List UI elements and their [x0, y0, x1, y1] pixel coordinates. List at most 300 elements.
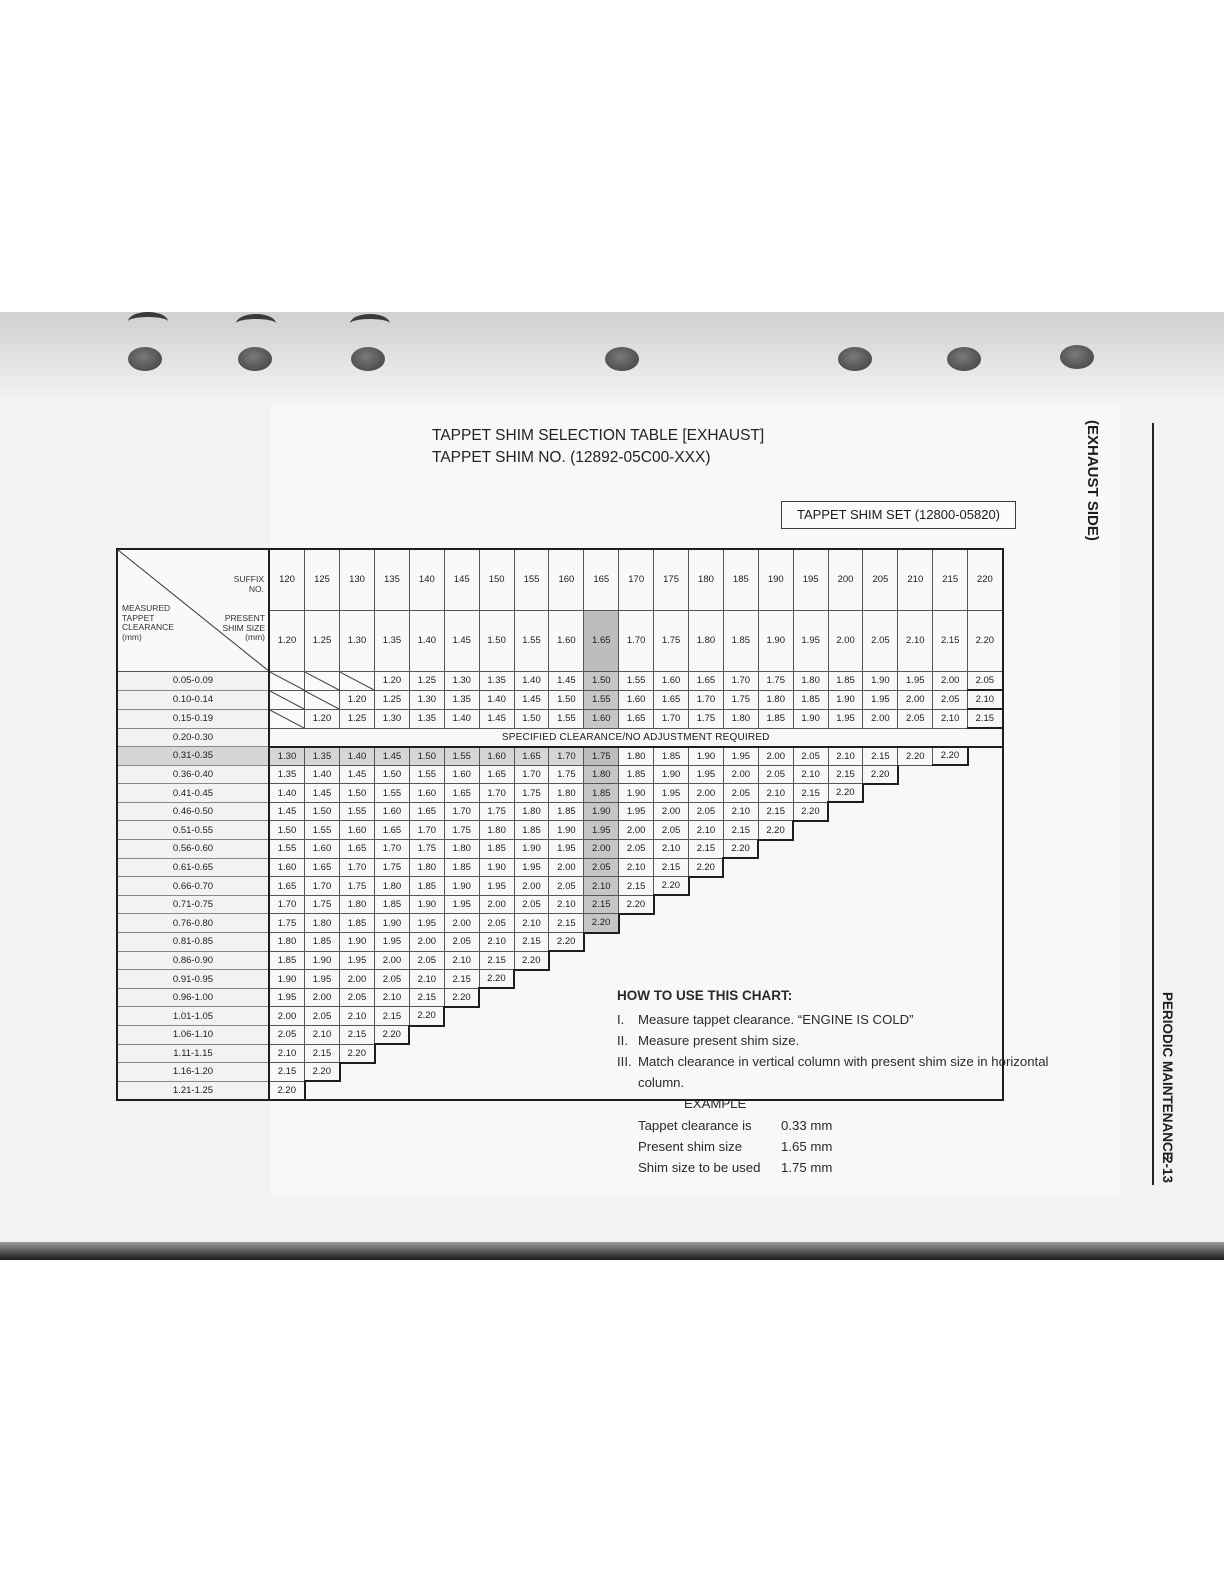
shim-size-cell: 1.95: [479, 877, 514, 896]
shim-set-box: TAPPET SHIM SET (12800-05820): [781, 501, 1016, 529]
suffix-number-cell: 155: [514, 549, 549, 610]
shim-size-cell: 1.80: [444, 840, 479, 859]
shim-size-cell: 1.65: [654, 690, 689, 709]
empty-cell: [584, 970, 619, 989]
present-shim-size-cell: 1.70: [619, 610, 654, 671]
shim-size-cell: 1.60: [584, 709, 619, 728]
empty-cell: [968, 784, 1003, 803]
empty-cell: [793, 840, 828, 859]
shim-size-cell: 1.45: [479, 709, 514, 728]
shim-size-cell: 1.90: [619, 784, 654, 803]
how-to-step: [617, 1009, 1097, 1030]
clearance-range-cell: 0.86-0.90: [117, 951, 269, 970]
shim-size-cell: 1.70: [723, 671, 758, 690]
step-number: III.: [617, 1054, 632, 1069]
shim-size-cell: 2.05: [584, 858, 619, 877]
empty-cell: [968, 802, 1003, 821]
shim-size-cell: 2.10: [723, 802, 758, 821]
shim-size-cell: 2.00: [758, 747, 793, 766]
shim-size-cell: 1.50: [269, 821, 305, 840]
empty-cell: [793, 858, 828, 877]
shim-size-cell: 1.40: [305, 765, 340, 784]
shim-size-cell: 1.80: [305, 914, 340, 933]
empty-cell: [793, 877, 828, 896]
clearance-range-cell: 1.06-1.10: [117, 1026, 269, 1045]
shim-size-cell: 1.90: [793, 709, 828, 728]
shim-size-cell: 1.75: [340, 877, 375, 896]
shim-size-cell: 2.15: [340, 1026, 375, 1045]
empty-cell: [305, 1081, 340, 1100]
shim-size-cell: 1.40: [444, 709, 479, 728]
no-value-cell: [305, 671, 340, 690]
shim-size-cell: 1.70: [514, 765, 549, 784]
shim-size-cell: 2.15: [793, 784, 828, 803]
empty-cell: [549, 1007, 584, 1026]
shim-size-cell: 1.85: [514, 821, 549, 840]
shim-size-cell: 2.20: [828, 784, 863, 803]
empty-cell: [898, 840, 933, 859]
shim-size-cell: 1.65: [479, 765, 514, 784]
clearance-range-cell: 0.71-0.75: [117, 895, 269, 914]
empty-cell: [933, 840, 968, 859]
how-to-use-section: [617, 988, 1097, 1093]
shim-size-cell: 2.05: [758, 765, 793, 784]
binder-hole: [838, 347, 872, 371]
clearance-range-cell: 1.21-1.25: [117, 1081, 269, 1100]
empty-cell: [619, 951, 654, 970]
clearance-row: [117, 784, 1003, 803]
shim-size-cell: 2.15: [968, 709, 1003, 728]
step-number: I.: [617, 1012, 625, 1027]
empty-cell: [863, 895, 898, 914]
empty-cell: [933, 951, 968, 970]
no-value-cell: [305, 690, 340, 709]
shim-size-cell: 2.00: [514, 877, 549, 896]
shim-size-cell: 1.75: [514, 784, 549, 803]
shim-size-cell: 1.95: [444, 895, 479, 914]
suffix-number-cell: 145: [444, 549, 479, 610]
shim-size-cell: 1.90: [689, 747, 724, 766]
shim-size-cell: 1.20: [305, 709, 340, 728]
example-label: Shim size to be used: [638, 1160, 761, 1175]
shim-size-cell: 1.85: [584, 784, 619, 803]
empty-cell: [514, 1026, 549, 1045]
suffix-number-cell: 150: [479, 549, 514, 610]
present-shim-size-cell: 1.85: [723, 610, 758, 671]
shim-size-cell: 1.90: [828, 690, 863, 709]
shim-size-cell: 1.40: [514, 671, 549, 690]
clearance-range-cell: 0.41-0.45: [117, 784, 269, 803]
shim-size-cell: 1.70: [479, 784, 514, 803]
shim-size-cell: 1.95: [409, 914, 444, 933]
shim-size-cell: 1.45: [269, 802, 305, 821]
shim-size-cell: 1.30: [409, 690, 444, 709]
shim-size-cell: 2.10: [549, 895, 584, 914]
specified-clearance-cell: SPECIFIED CLEARANCE/NO ADJUSTMENT REQUIRED: [269, 728, 1003, 747]
present-shim-size-cell: 1.25: [305, 610, 340, 671]
clearance-row: [117, 747, 1003, 766]
shim-size-cell: 2.20: [375, 1026, 410, 1045]
shim-size-cell: 1.95: [549, 840, 584, 859]
empty-cell: [340, 1081, 375, 1100]
shim-size-cell: 1.85: [375, 895, 410, 914]
empty-cell: [968, 933, 1003, 952]
shim-size-cell: 1.65: [340, 840, 375, 859]
example-value: 1.65 mm: [781, 1139, 833, 1154]
empty-cell: [898, 821, 933, 840]
step-number: II.: [617, 1033, 628, 1048]
shim-size-cell: 1.95: [514, 858, 549, 877]
shim-size-cell: 2.00: [723, 765, 758, 784]
shim-size-cell: 1.70: [305, 877, 340, 896]
clearance-range-cell: 1.11-1.15: [117, 1044, 269, 1063]
empty-cell: [863, 784, 898, 803]
shim-size-cell: 2.15: [828, 765, 863, 784]
shim-size-cell: 2.10: [654, 840, 689, 859]
empty-cell: [968, 858, 1003, 877]
shim-size-cell: 1.90: [863, 671, 898, 690]
shim-size-cell: 2.05: [689, 802, 724, 821]
shim-size-cell: 2.05: [514, 895, 549, 914]
shim-size-cell: 2.20: [654, 877, 689, 896]
shim-size-cell: 1.95: [269, 988, 305, 1007]
empty-cell: [793, 933, 828, 952]
empty-cell: [409, 1081, 444, 1100]
clearance-row: [117, 914, 1003, 933]
empty-cell: [444, 1026, 479, 1045]
empty-cell: [584, 1081, 619, 1100]
no-value-slash: [270, 672, 304, 690]
shim-size-cell: 2.05: [654, 821, 689, 840]
shim-size-cell: 1.90: [269, 970, 305, 989]
suffix-number-cell: 140: [409, 549, 444, 610]
clearance-range-cell: 0.76-0.80: [117, 914, 269, 933]
no-value-slash: [270, 710, 304, 728]
empty-cell: [689, 970, 724, 989]
empty-cell: [584, 1026, 619, 1045]
example-label: Tappet clearance is: [638, 1118, 752, 1133]
empty-cell: [933, 802, 968, 821]
clearance-row: [117, 858, 1003, 877]
empty-cell: [933, 933, 968, 952]
empty-cell: [514, 1007, 549, 1026]
empty-cell: [549, 970, 584, 989]
empty-cell: [863, 970, 898, 989]
suffix-number-cell: 195: [793, 549, 828, 610]
empty-cell: [654, 895, 689, 914]
present-shim-size-cell: 1.50: [479, 610, 514, 671]
shim-size-cell: 2.20: [898, 747, 933, 766]
shim-size-cell: 2.00: [549, 858, 584, 877]
page-bottom-edge: [0, 1242, 1224, 1260]
shim-size-cell: 1.95: [828, 709, 863, 728]
shim-size-cell: 1.80: [479, 821, 514, 840]
shim-size-cell: 1.45: [305, 784, 340, 803]
shim-size-cell: 2.05: [479, 914, 514, 933]
empty-cell: [758, 840, 793, 859]
suffix-number-cell: 200: [828, 549, 863, 610]
shim-size-cell: 1.80: [269, 933, 305, 952]
shim-size-cell: 2.20: [793, 802, 828, 821]
empty-cell: [689, 914, 724, 933]
shim-size-cell: 2.05: [444, 933, 479, 952]
shim-size-cell: 1.90: [654, 765, 689, 784]
present-shim-size-cell: 1.45: [444, 610, 479, 671]
clearance-range-cell: 0.91-0.95: [117, 970, 269, 989]
clearance-range-cell: 0.15-0.19: [117, 709, 269, 728]
binder-ring-arc: [350, 314, 390, 333]
shim-size-cell: 1.95: [863, 690, 898, 709]
shim-size-cell: 1.50: [340, 784, 375, 803]
shim-size-cell: 2.00: [444, 914, 479, 933]
no-value-cell: [269, 709, 305, 728]
empty-cell: [863, 840, 898, 859]
shim-size-cell: 2.20: [409, 1007, 444, 1026]
present-shim-size-cell: 2.05: [863, 610, 898, 671]
empty-cell: [689, 895, 724, 914]
clearance-row: [117, 690, 1003, 709]
no-value-slash: [305, 691, 339, 709]
shim-size-cell: 1.65: [375, 821, 410, 840]
empty-cell: [793, 970, 828, 989]
empty-cell: [723, 951, 758, 970]
shim-size-cell: 1.30: [375, 709, 410, 728]
empty-cell: [828, 895, 863, 914]
empty-cell: [549, 1044, 584, 1063]
shim-size-cell: 2.00: [479, 895, 514, 914]
example-value: 1.75 mm: [781, 1160, 833, 1175]
empty-cell: [863, 933, 898, 952]
suffix-number-cell: 180: [689, 549, 724, 610]
shim-size-cell: 2.00: [305, 988, 340, 1007]
shim-size-cell: 1.65: [444, 784, 479, 803]
shim-size-cell: 2.10: [793, 765, 828, 784]
empty-cell: [898, 858, 933, 877]
present-shim-size-cell: 1.95: [793, 610, 828, 671]
binder-hole: [605, 347, 639, 371]
shim-size-cell: 1.75: [479, 802, 514, 821]
shim-size-cell: 1.95: [654, 784, 689, 803]
shim-size-cell: 1.60: [340, 821, 375, 840]
shim-size-cell: 1.85: [409, 877, 444, 896]
present-shim-size-cell: 1.65: [584, 610, 619, 671]
empty-cell: [549, 1081, 584, 1100]
shim-size-cell: 2.20: [619, 895, 654, 914]
shim-size-cell: 1.70: [549, 747, 584, 766]
clearance-range-cell: 0.56-0.60: [117, 840, 269, 859]
empty-cell: [514, 1081, 549, 1100]
suffix-number-cell: 215: [933, 549, 968, 610]
empty-cell: [968, 840, 1003, 859]
shim-size-cell: 1.80: [619, 747, 654, 766]
clearance-row: [117, 951, 1003, 970]
binder-hole: [351, 347, 385, 371]
shim-size-cell: 2.15: [444, 970, 479, 989]
empty-cell: [619, 970, 654, 989]
suffix-number-cell: 185: [723, 549, 758, 610]
empty-cell: [758, 895, 793, 914]
empty-cell: [828, 933, 863, 952]
empty-cell: [584, 951, 619, 970]
shim-size-cell: 2.15: [514, 933, 549, 952]
clearance-row: [117, 671, 1003, 690]
shim-size-cell: 1.80: [549, 784, 584, 803]
shim-size-cell: 2.20: [933, 747, 968, 766]
empty-cell: [828, 840, 863, 859]
shim-size-cell: 1.25: [340, 709, 375, 728]
shim-size-cell: 1.35: [409, 709, 444, 728]
shim-size-cell: 1.45: [514, 690, 549, 709]
empty-cell: [898, 784, 933, 803]
clearance-range-cell: 0.36-0.40: [117, 765, 269, 784]
shim-size-cell: 1.95: [340, 951, 375, 970]
shim-size-cell: 2.05: [968, 671, 1003, 690]
shim-size-cell: 1.90: [375, 914, 410, 933]
how-to-title: HOW TO USE THIS CHART:: [617, 988, 793, 1003]
clearance-range-cell: 1.16-1.20: [117, 1063, 269, 1082]
shim-size-cell: 1.85: [269, 951, 305, 970]
shim-size-cell: 1.80: [514, 802, 549, 821]
shim-size-cell: 2.05: [898, 709, 933, 728]
shim-size-cell: 2.05: [723, 784, 758, 803]
suffix-number-cell: 170: [619, 549, 654, 610]
shim-size-cell: 1.90: [479, 858, 514, 877]
shim-size-cell: 1.35: [269, 765, 305, 784]
shim-size-cell: 2.00: [375, 951, 410, 970]
shim-size-cell: 1.55: [375, 784, 410, 803]
shim-size-cell: 1.70: [689, 690, 724, 709]
clearance-row: [117, 933, 1003, 952]
present-shim-size-cell: 2.00: [828, 610, 863, 671]
empty-cell: [968, 765, 1003, 784]
shim-size-cell: 2.10: [584, 877, 619, 896]
empty-cell: [898, 877, 933, 896]
corner-measured-label: MEASURED TAPPET CLEARANCE (mm): [122, 603, 174, 642]
shim-size-cell: 1.90: [584, 802, 619, 821]
shim-size-cell: 1.55: [305, 821, 340, 840]
shim-size-cell: 1.90: [514, 840, 549, 859]
shim-size-cell: 2.20: [723, 840, 758, 859]
shim-size-cell: 1.35: [479, 671, 514, 690]
empty-cell: [758, 933, 793, 952]
clearance-row: [117, 709, 1003, 728]
empty-cell: [828, 802, 863, 821]
shim-size-cell: 1.60: [305, 840, 340, 859]
shim-size-cell: 1.95: [305, 970, 340, 989]
suffix-number-cell: 165: [584, 549, 619, 610]
shim-size-cell: 1.35: [305, 747, 340, 766]
shim-size-cell: 2.05: [409, 951, 444, 970]
empty-cell: [898, 933, 933, 952]
table-corner: [117, 549, 269, 671]
clearance-range-cell: 0.46-0.50: [117, 802, 269, 821]
shim-size-cell: 1.80: [793, 671, 828, 690]
empty-cell: [758, 858, 793, 877]
empty-cell: [828, 970, 863, 989]
empty-cell: [933, 784, 968, 803]
page-subtitle: TAPPET SHIM NO. (12892-05C00-XXX): [432, 449, 711, 466]
shim-size-cell: 1.25: [375, 690, 410, 709]
shim-size-cell: 1.65: [689, 671, 724, 690]
shim-size-cell: 1.90: [409, 895, 444, 914]
empty-cell: [723, 895, 758, 914]
empty-cell: [479, 1081, 514, 1100]
empty-cell: [933, 765, 968, 784]
shim-size-cell: 2.10: [375, 988, 410, 1007]
shim-size-cell: 2.00: [340, 970, 375, 989]
empty-cell: [689, 951, 724, 970]
shim-size-cell: 2.00: [654, 802, 689, 821]
shim-size-cell: 2.00: [898, 690, 933, 709]
shim-size-cell: 2.05: [305, 1007, 340, 1026]
shim-size-cell: 2.10: [409, 970, 444, 989]
shim-size-cell: 2.10: [968, 690, 1003, 709]
shim-size-cell: 2.10: [828, 747, 863, 766]
corner-suffix-label: SUFFIX NO.: [233, 574, 264, 594]
clearance-range-cell: 0.61-0.65: [117, 858, 269, 877]
suffix-number-cell: 220: [968, 549, 1003, 610]
shim-size-cell: 2.05: [793, 747, 828, 766]
empty-cell: [584, 1044, 619, 1063]
empty-cell: [584, 1007, 619, 1026]
side-rule: [1152, 423, 1154, 1185]
shim-size-cell: 1.85: [549, 802, 584, 821]
shim-size-cell: 1.50: [409, 747, 444, 766]
shim-size-cell: 1.70: [375, 840, 410, 859]
binder-hole: [947, 347, 981, 371]
shim-size-cell: 1.70: [444, 802, 479, 821]
shim-size-cell: 2.00: [269, 1007, 305, 1026]
empty-cell: [863, 802, 898, 821]
clearance-row: [117, 877, 1003, 896]
shim-size-cell: 2.10: [479, 933, 514, 952]
shim-size-cell: 1.55: [409, 765, 444, 784]
empty-cell: [793, 951, 828, 970]
no-value-slash: [340, 672, 374, 690]
empty-cell: [479, 1044, 514, 1063]
empty-cell: [654, 970, 689, 989]
shim-size-cell: 1.50: [514, 709, 549, 728]
shim-size-cell: 1.65: [619, 709, 654, 728]
shim-size-cell: 2.20: [305, 1063, 340, 1082]
shim-size-cell: 1.95: [898, 671, 933, 690]
suffix-number-cell: 190: [758, 549, 793, 610]
shim-size-cell: 2.20: [689, 858, 724, 877]
empty-cell: [723, 970, 758, 989]
how-to-step: [617, 1051, 1097, 1093]
empty-cell: [549, 1063, 584, 1082]
shim-size-cell: 2.20: [444, 988, 479, 1007]
empty-cell: [933, 877, 968, 896]
empty-cell: [863, 951, 898, 970]
empty-cell: [340, 1063, 375, 1082]
shim-size-cell: 2.10: [269, 1044, 305, 1063]
empty-cell: [549, 988, 584, 1007]
shim-size-cell: 2.10: [514, 914, 549, 933]
empty-cell: [514, 1044, 549, 1063]
shim-size-cell: 1.70: [654, 709, 689, 728]
example-title: EXAMPLE: [684, 1096, 747, 1111]
step-text: Measure present shim size.: [638, 1033, 800, 1048]
shim-size-cell: 1.95: [723, 747, 758, 766]
clearance-range-cell: 0.10-0.14: [117, 690, 269, 709]
shim-size-cell: 1.80: [340, 895, 375, 914]
shim-size-cell: 2.00: [409, 933, 444, 952]
shim-size-cell: 1.55: [444, 747, 479, 766]
section-title: PERIODIC MAINTENANCE: [1160, 992, 1175, 1161]
shim-size-cell: 1.55: [269, 840, 305, 859]
shim-size-cell: 1.70: [269, 895, 305, 914]
